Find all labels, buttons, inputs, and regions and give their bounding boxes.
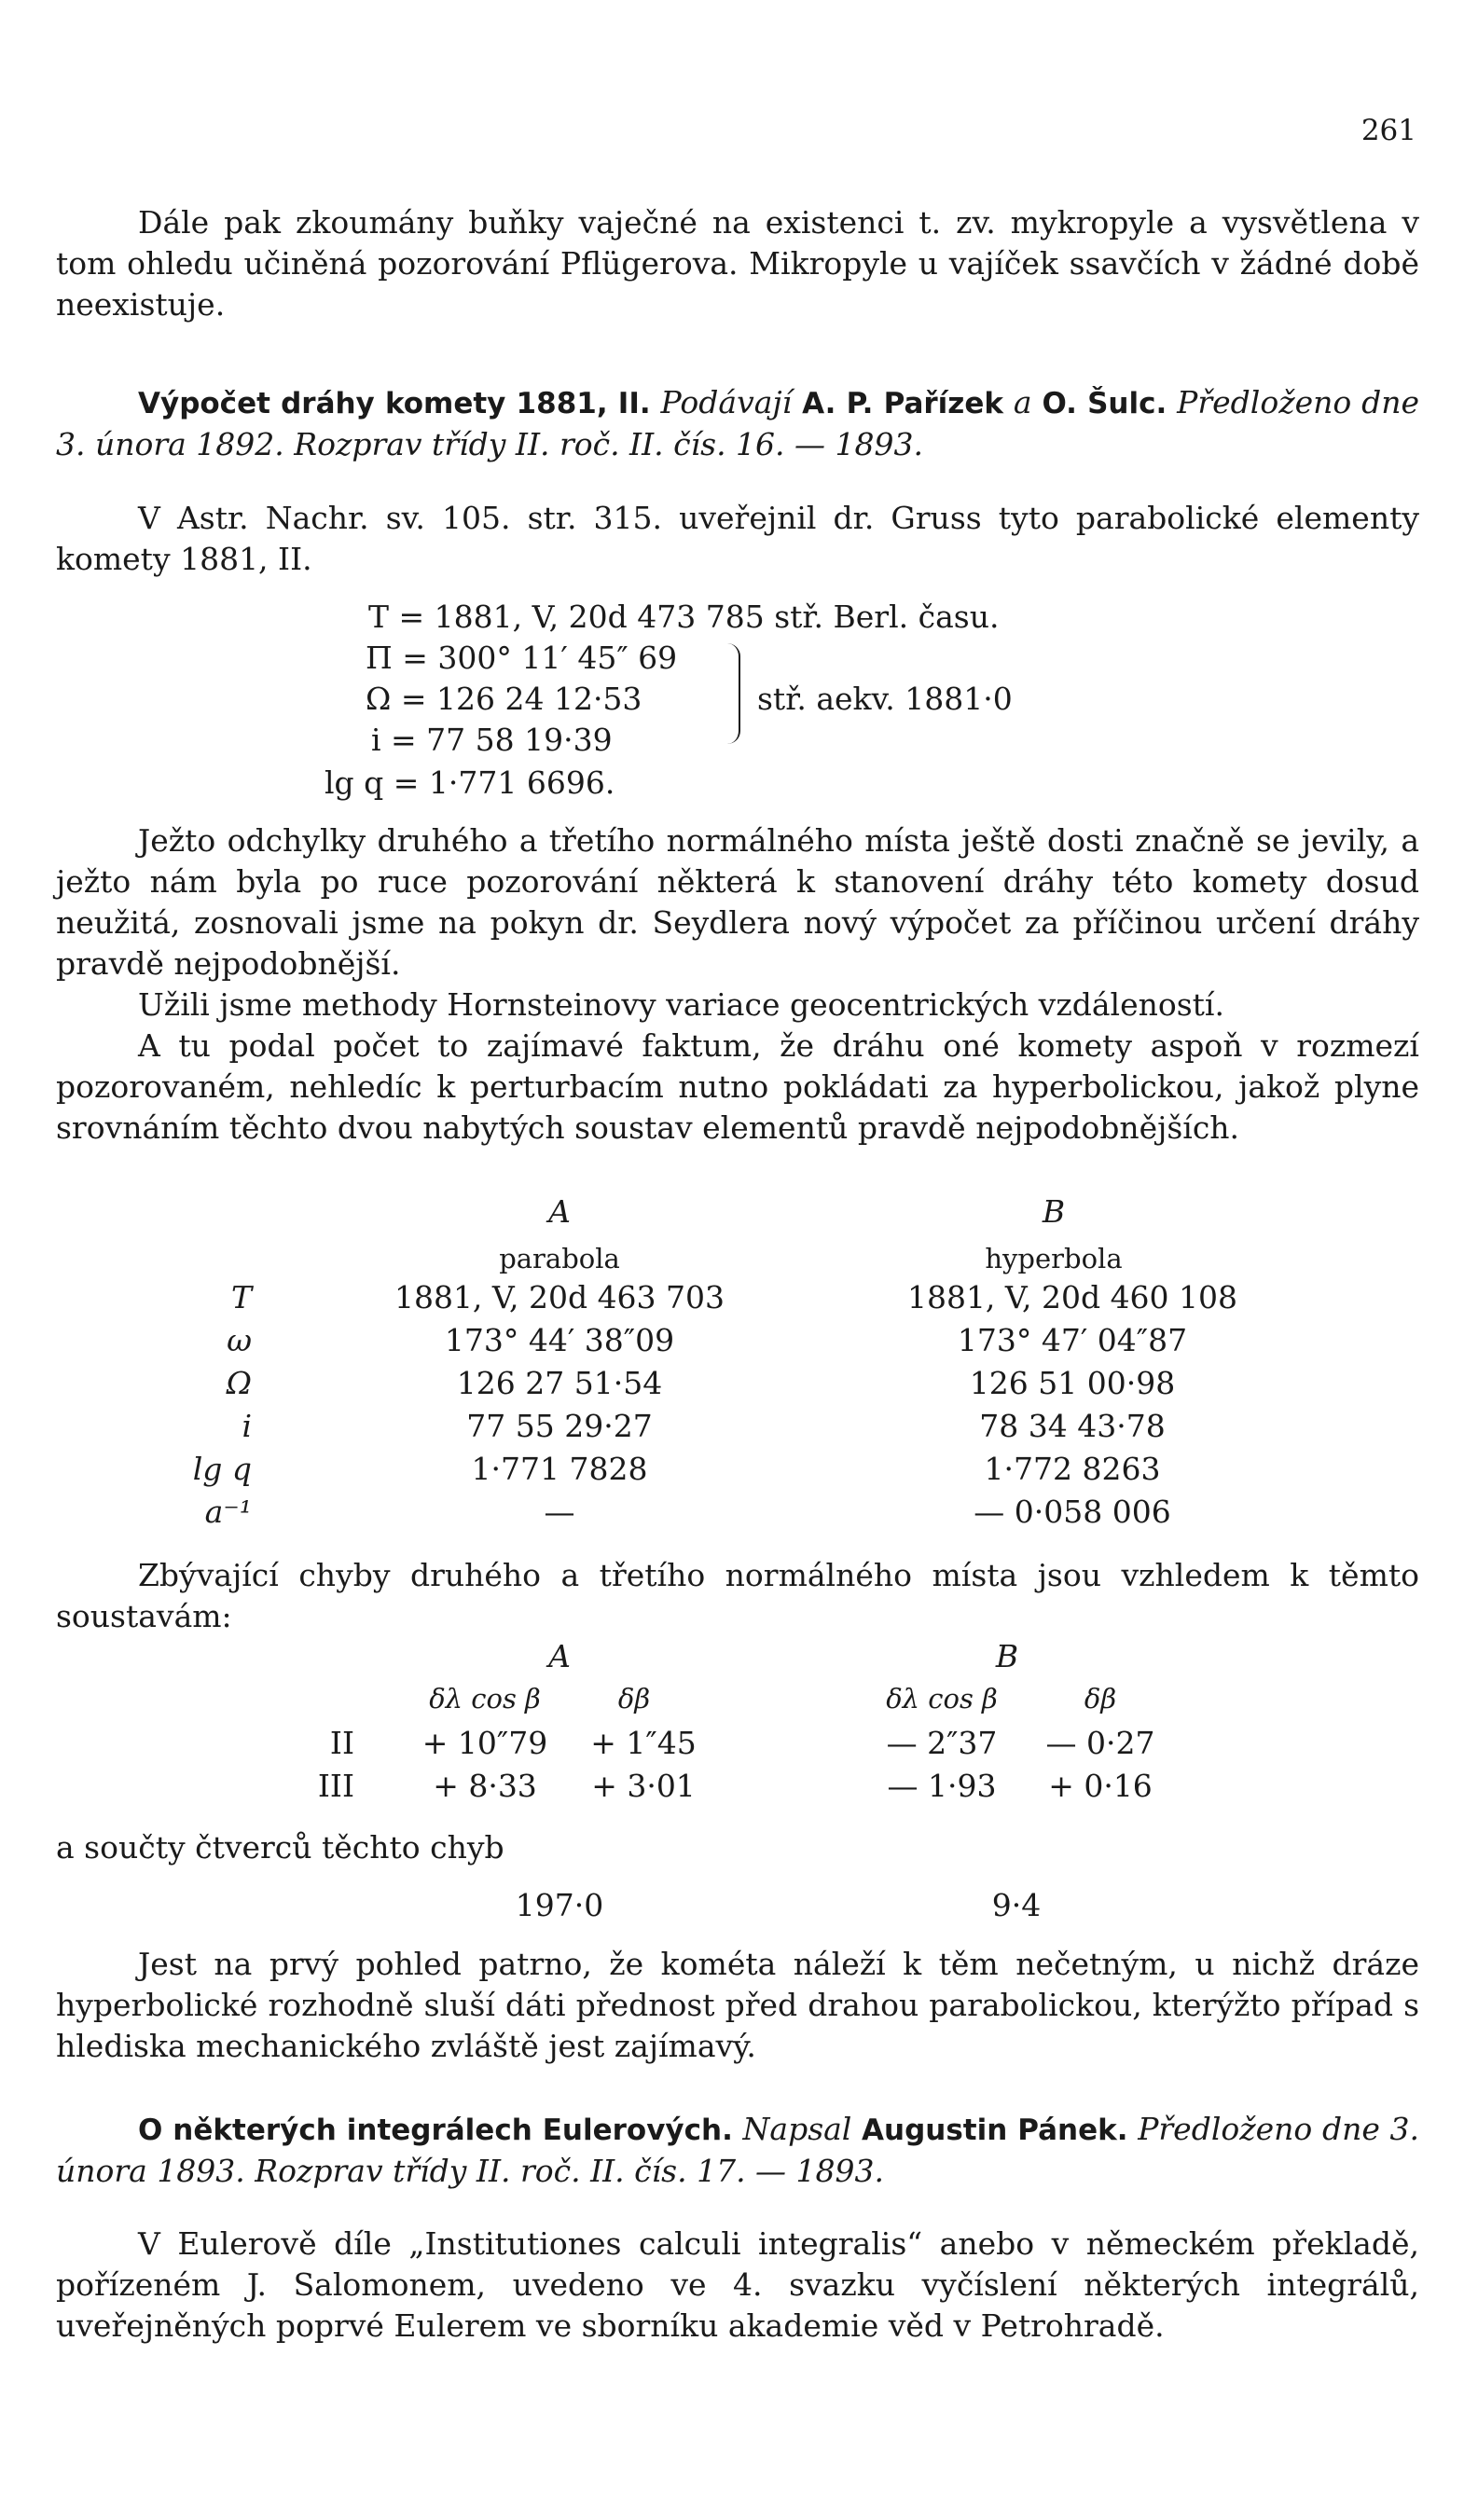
table1-row-label: lg q — [192, 1451, 252, 1487]
intro-paragraph: Dále pak zkoumány buňky vaječné na existenci t. zv. mykropyle a vysvětlena v tom ohledu učiněná pozorování Pflügerova. Mikropyle u vajíček ssavčích v žádné době neexistuje. — [56, 204, 1419, 323]
table2-cell-3: — 1·93 — [887, 1768, 997, 1804]
article2-paragraph-1: V Eulerově díle „Institutiones calculi integralis“ anebo v německém překladě, pořízeném J. Salomonem, uvedeno ve 4. svazku vyčíslení některých integrálů, uveřejněných poprvé Eulerem ve sborníku akademie věd v Petrohradě. — [56, 2225, 1419, 2344]
table2-h4: δβ — [1084, 1683, 1117, 1714]
table1-cell-b: — 0·058 006 — [974, 1494, 1171, 1530]
article2-paragraph-1-block — [56, 2224, 1419, 2347]
table2-cell-4: + 0·16 — [1048, 1768, 1153, 1804]
sum-a: 197·0 — [515, 1887, 604, 1923]
article1-paragraph-4: A tu podal počet to zajímavé faktum, že dráhu oné komety aspoň v rozmezí pozorovaném, nehledíc k perturbacím nutno pokládati za hyperbolickou, jakož plyne srovnáním těchto dvou nabytých soustav elementů pravdě nejpodobnějších. — [56, 1027, 1419, 1146]
table1-cell-a: 77 55 29·27 — [466, 1408, 653, 1444]
intro-block — [56, 202, 1419, 325]
article1-paragraph-2-block — [56, 820, 1419, 1149]
article1-paragraph-1: V Astr. Nachr. sv. 105. str. 315. uveřejnil dr. Gruss tyto parabolické elementy komety 1881, II. — [56, 500, 1419, 577]
table1-cell-b: 1·772 8263 — [984, 1451, 1161, 1487]
article1-paragraph-5-block — [56, 1555, 1419, 1637]
article1-meta: Předloženo dne 3. února 1892. Rozprav třídy II. roč. II. čís. 16. — 1893. — [56, 384, 1420, 462]
page-number: 261 — [1361, 114, 1416, 147]
article2-heading — [56, 2109, 1419, 2192]
element-T: T = 1881, V, 20d 473 785 stř. Berl. času. — [368, 599, 1000, 635]
element-i: i = 77 58 19·39 — [371, 722, 613, 758]
article1-author2: O. Šulc. — [1042, 387, 1167, 420]
table2-row-label: III — [317, 1768, 354, 1804]
article2-author: Augustin Pánek. — [862, 2114, 1128, 2147]
table2-cell-4: — 0·27 — [1045, 1725, 1155, 1761]
article1-paragraph-5: Zbývající chyby druhého a třetího normálného místa jsou vzhledem k těmto soustavám: — [56, 1557, 1419, 1634]
article1-title: Výpočet dráhy komety 1881, II. — [138, 387, 651, 420]
element-lgq: lg q = 1·771 6696. — [325, 764, 615, 801]
table1-row-label: ω — [227, 1322, 252, 1358]
table1-row-label: T — [230, 1279, 252, 1315]
article1-authors: A. P. Pařízek — [802, 387, 1003, 420]
table1-col-b: B — [1042, 1193, 1066, 1230]
table2-col-a: A — [548, 1638, 571, 1674]
sum-b: 9·4 — [991, 1887, 1042, 1923]
table1-cell-a: 1·771 7828 — [471, 1451, 648, 1487]
article1-paragraph-6-block — [56, 1827, 1419, 1868]
article1-heading — [56, 382, 1419, 465]
table2-cell-2: + 3·01 — [591, 1768, 696, 1804]
article2-by-label: Napsal — [742, 2111, 852, 2147]
table1-cell-b: 78 34 43·78 — [979, 1408, 1166, 1444]
table2-row-label: II — [329, 1725, 354, 1761]
article1-paragraph-6: a součty čtverců těchto chyb — [56, 1829, 504, 1866]
table1-sub-b: hyperbola — [985, 1243, 1123, 1274]
table1-cell-a: 1881, V, 20d 463 703 — [394, 1279, 725, 1315]
table2-cell-2: + 1″45 — [590, 1725, 697, 1761]
article1-paragraph-7-block — [56, 1944, 1419, 2067]
table1-sub-a: parabola — [499, 1243, 620, 1274]
table1-cell-b: 173° 47′ 04″87 — [957, 1322, 1188, 1358]
table1-cell-a: 126 27 51·54 — [456, 1365, 663, 1401]
element-epoch: stř. aekv. 1881·0 — [757, 681, 1013, 717]
table1-row-label: i — [242, 1408, 252, 1444]
table2-h3: δλ cos β — [886, 1683, 998, 1714]
table1-row-label: a⁻¹ — [204, 1494, 252, 1530]
article1-paragraph-2: Ježto odchylky druhého a třetího normálného místa ještě dosti značně se jevily, a ježto nám byla po ruce pozorování některá k stanovení dráhy této komety dosud neužitá, zosnovali jsme na pokyn dr. Seydlera nový výpočet za příčinou určení dráhy pravdě nejpodobnější. — [56, 822, 1419, 982]
article1-and: a — [1013, 384, 1032, 420]
table2-cell-1: + 10″79 — [421, 1725, 548, 1761]
table2-h2: δβ — [617, 1683, 651, 1714]
table1-col-a: A — [548, 1193, 571, 1230]
table1-row-label: Ω — [226, 1365, 252, 1401]
article2-meta: Předloženo dne 3. února 1893. Rozprav třídy II. roč. II. čís. 17. — 1893. — [56, 2111, 1419, 2189]
element-pi: Π = 300° 11′ 45″ 69 — [366, 640, 678, 676]
table2-cell-3: — 2″37 — [886, 1725, 998, 1761]
article1-paragraph-3: Užili jsme methody Hornsteinovy variace geocentrických vzdáleností. — [138, 986, 1224, 1023]
table1-cell-a: 173° 44′ 38″09 — [444, 1322, 675, 1358]
table1-cell-a: — — [544, 1494, 575, 1530]
table2-cell-1: + 8·33 — [433, 1768, 537, 1804]
article1-by-label: Podávají — [660, 384, 793, 420]
table2-col-b: B — [995, 1638, 1019, 1674]
article1-paragraph-7: Jest na prvý pohled patrno, že kométa náleží k těm nečetným, u nichž dráze hyperbolické rozhodně sluší dáti přednost před drahou parabolickou, kterýžto případ s hlediska mechanického zvláště jest zajímavý. — [56, 1946, 1419, 2064]
article2-title: O některých integrálech Eulerových. — [138, 2114, 733, 2147]
element-omega: Ω = 126 24 12·53 — [366, 681, 642, 717]
element-brace — [725, 643, 740, 744]
table1-cell-b: 1881, V, 20d 460 108 — [906, 1279, 1238, 1315]
table2-h1: δλ cos β — [429, 1683, 541, 1714]
table1-cell-b: 126 51 00·98 — [969, 1365, 1176, 1401]
article1-paragraph-1-block — [56, 498, 1419, 580]
